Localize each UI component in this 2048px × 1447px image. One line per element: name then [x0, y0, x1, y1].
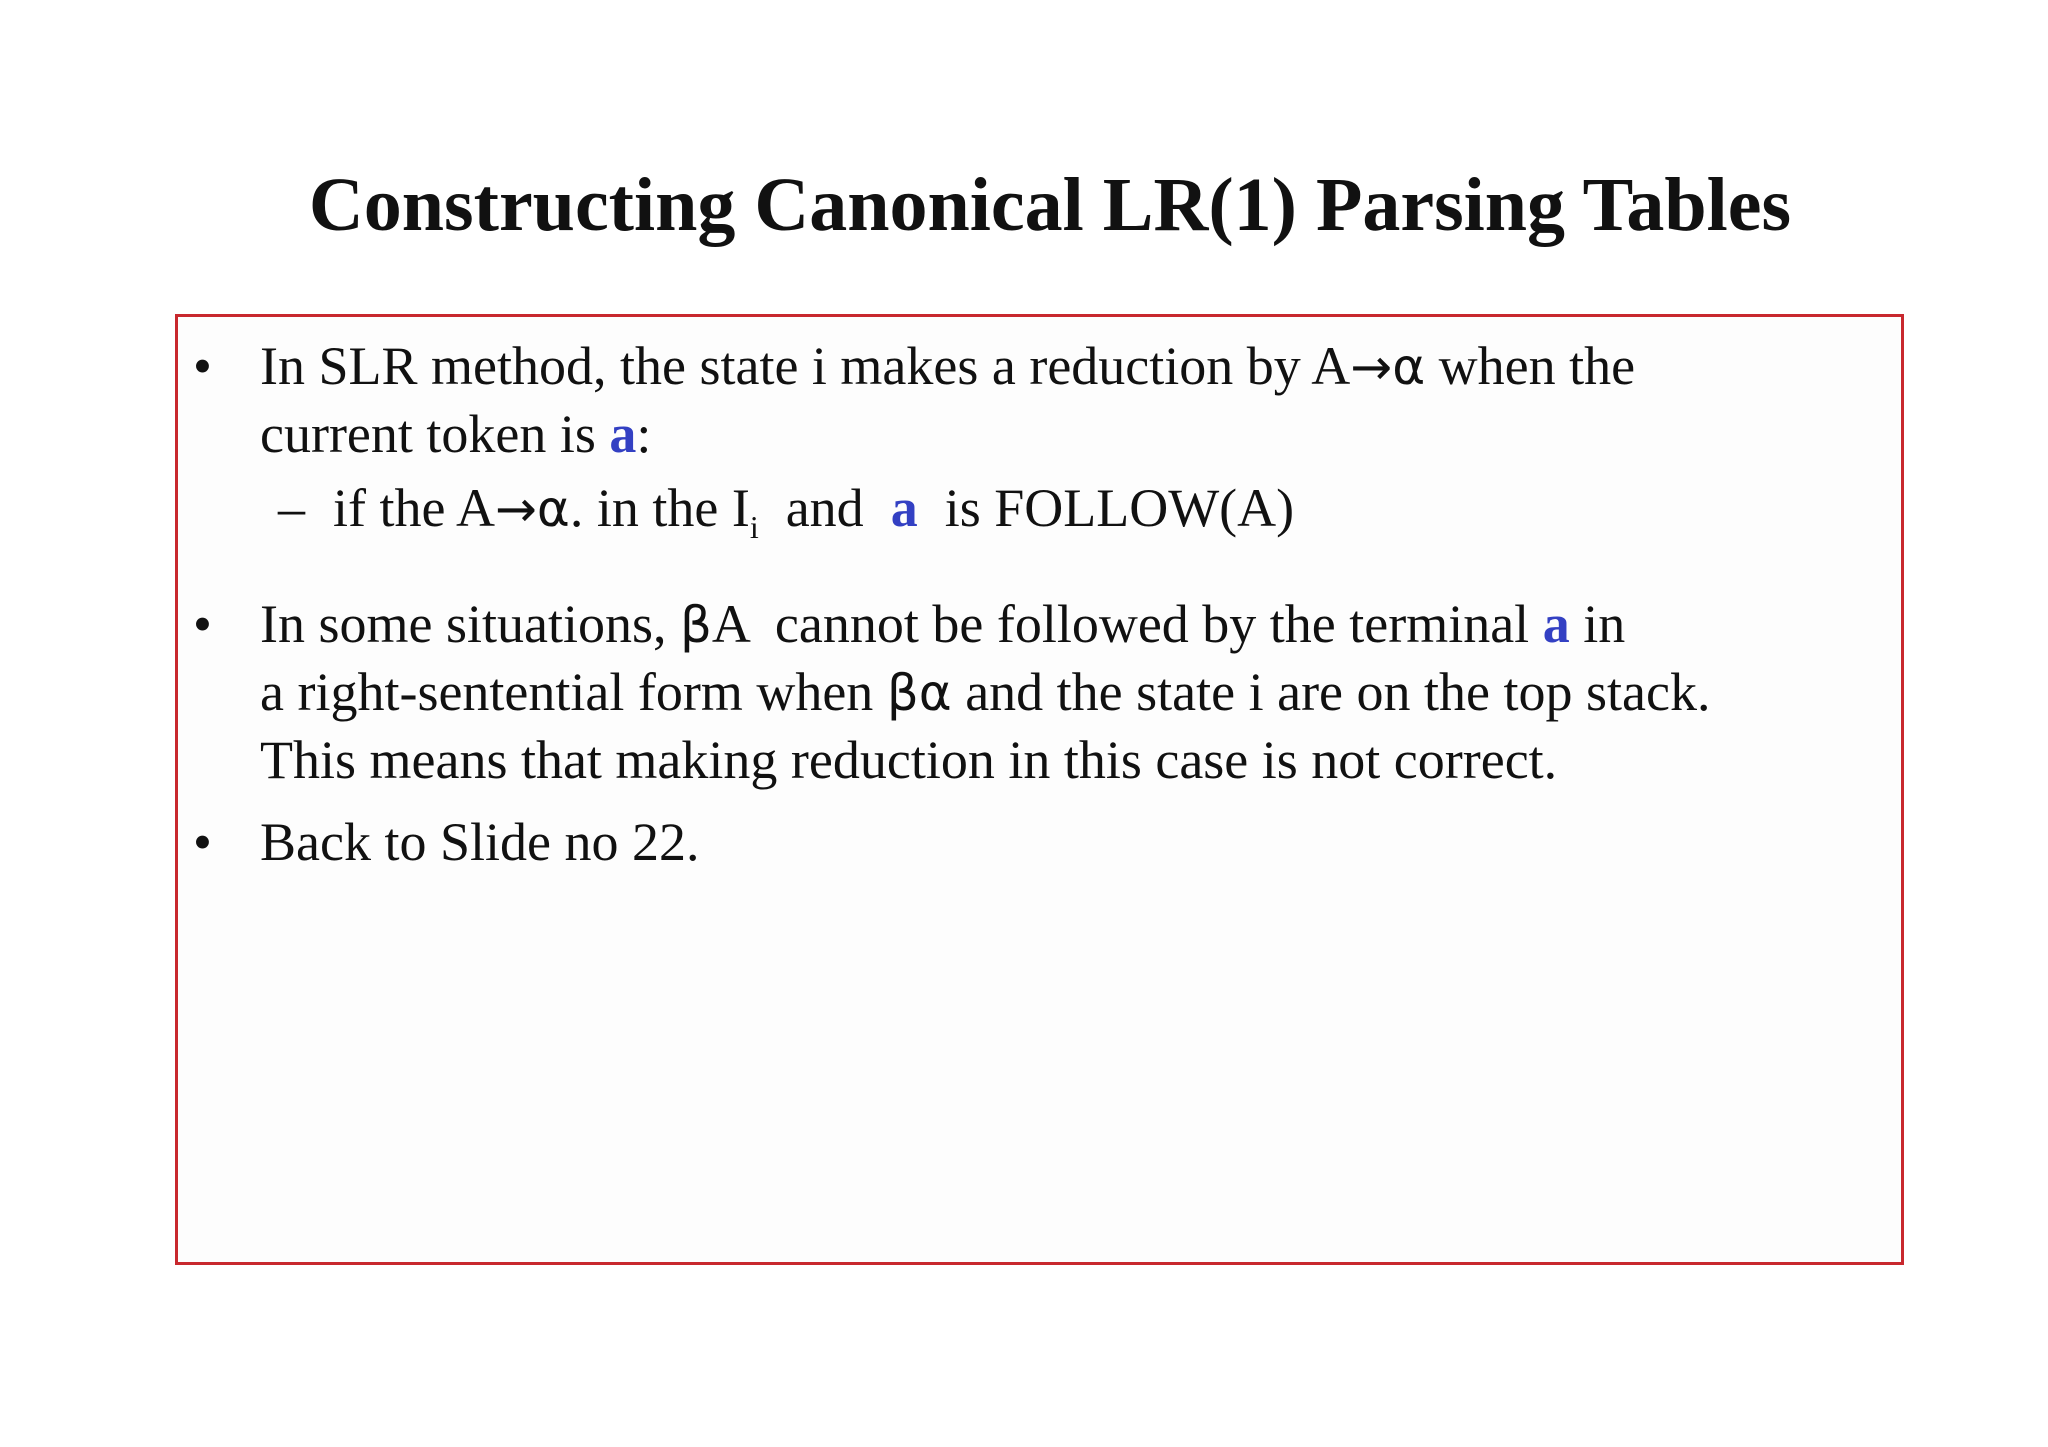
bullet2-line2-text: a right-sentential form when [260, 662, 887, 722]
bullet-marker: • [193, 594, 212, 654]
sub-bullet-text-3: and [758, 478, 891, 538]
bullet1-line1-text: In SLR method, the state i makes a reduction by A [260, 336, 1351, 396]
bullet1-line1-end: when the [1425, 336, 1636, 396]
bullet2-line3: This means that making reduction in this case is not correct. [260, 730, 1558, 790]
bullet1-line1 [260, 335, 1635, 398]
content-box [175, 314, 1904, 1265]
alpha-symbol: α [536, 480, 570, 538]
arrow-symbol: → [494, 480, 537, 538]
terminal-a: a [609, 404, 637, 464]
bullet2-line1-end: in [1569, 594, 1626, 654]
dash-marker: – [278, 478, 305, 538]
terminal-a: a [1542, 594, 1570, 654]
subscript-i: i [749, 509, 759, 545]
slide-title: Constructing Canonical LR(1) Parsing Tables [308, 163, 1792, 247]
sub-bullet-text-2: . in the I [569, 478, 750, 538]
bullet-marker: • [193, 336, 212, 396]
sub-bullet-text-4: is FOLLOW(A) [917, 478, 1295, 538]
bullet3-line1: Back to Slide no 22. [260, 812, 700, 872]
sub-bullet-line [333, 477, 1294, 558]
terminal-a: a [890, 478, 918, 538]
bullet2-line1-mid: A cannot be followed by the terminal [711, 594, 1543, 654]
bullet1-line2-text: current token is [260, 404, 610, 464]
bullet2-line2-end: and the state i are on the top stack. [951, 662, 1711, 722]
arrow-symbol: → [1350, 338, 1393, 396]
bullet2-line2 [260, 661, 1710, 724]
bullet2-line1 [260, 593, 1625, 656]
alpha-symbol: α [1392, 338, 1426, 396]
bullet-marker: • [193, 812, 212, 872]
alpha-symbol: α [918, 664, 952, 722]
bullet2-line1-text: In some situations, [260, 594, 680, 654]
bullet1-line2 [260, 403, 651, 465]
sub-bullet-text-1: if the A [333, 478, 495, 538]
beta-symbol: β [886, 664, 919, 722]
beta-symbol: β [679, 596, 712, 654]
bullet1-line2-end: : [636, 404, 652, 464]
